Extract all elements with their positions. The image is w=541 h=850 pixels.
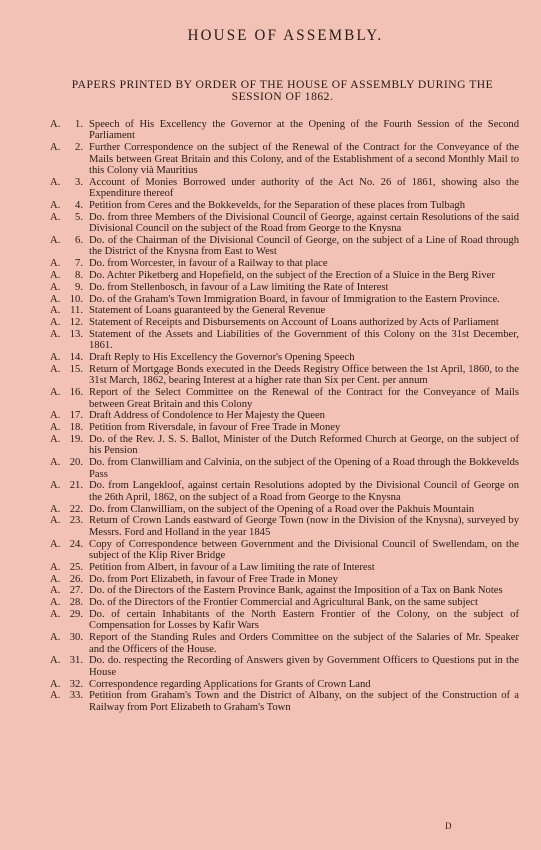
item-text: Return of Crown Lands eastward of George Town (now in the Division of the Knysna), surveyed by Messrs. Ford and Holland in the year 1845 — [89, 515, 519, 538]
list-item — [52, 305, 519, 316]
list-item — [52, 515, 519, 538]
list-item — [52, 270, 519, 281]
item-series-label: A. — [50, 515, 61, 527]
item-number: 21. — [69, 480, 83, 492]
item-series-label: A. — [50, 573, 61, 585]
item-series-label: A. — [50, 690, 61, 702]
item-number: 33. — [69, 690, 83, 702]
list-item — [52, 294, 519, 305]
page-title: HOUSE OF ASSEMBLY. — [187, 27, 384, 45]
item-text: Draft Reply to His Excellency the Governor's Opening Speech — [89, 352, 355, 364]
item-text: Do. from Port Elizabeth, in favour of Free Trade in Money — [89, 573, 338, 585]
item-text: Speech of His Excellency the Governor at the Opening of the Fourth Session of the Second Parliament — [89, 119, 519, 142]
list-item — [52, 329, 519, 352]
item-text: Do. from Clanwilliam, on the subject of the Opening of a Road over the Pakhuis Mountain — [89, 503, 475, 515]
item-number: 9. — [75, 281, 83, 293]
item-series-label: A. — [50, 200, 61, 212]
item-series-label: A. — [50, 317, 61, 329]
item-number: 13. — [69, 329, 83, 340]
item-series-label: A. — [50, 422, 61, 434]
list-item — [52, 632, 519, 655]
item-text: Statement of Loans guaranteed by the General Revenue — [89, 305, 326, 317]
list-item — [52, 480, 519, 503]
item-number: 23. — [69, 515, 83, 527]
item-series-label: A. — [50, 597, 61, 609]
item-text: Do. Achter Piketberg and Hopefield, on the subject of the Erection of a Sluice in the Berg River — [89, 270, 495, 282]
item-text: Do. of the Directors of the Frontier Commercial and Agricultural Bank, on the same subject — [89, 597, 478, 609]
item-series-label: A. — [50, 235, 61, 247]
item-number: 5. — [75, 211, 83, 223]
list-item — [52, 585, 519, 596]
item-number: 4. — [75, 200, 83, 212]
item-text: Do. of the Rev. J. S. S. Ballot, Minister of the Dutch Reformed Church at George, on the subject of his Pension — [89, 434, 519, 457]
item-text: Petition from Albert, in favour of a Law limiting the rate of Interest — [89, 561, 375, 573]
item-number: 7. — [75, 258, 83, 270]
item-text: Do. from Worcester, in favour of a Railway to that place — [89, 258, 328, 270]
item-text: Do. from Stellenbosch, in favour of a Law limiting the Rate of Interest — [89, 281, 389, 293]
list-item — [52, 317, 519, 328]
item-series-label: A. — [50, 119, 61, 130]
item-text: Statement of the Assets and Liabilities of the Government of this Colony on the 31st December, 1861. — [89, 329, 519, 352]
list-item — [52, 119, 519, 142]
item-number: 31. — [69, 655, 83, 667]
item-number: 26. — [69, 573, 83, 585]
list-item — [52, 597, 519, 608]
item-series-label: A. — [50, 270, 61, 282]
item-series-label: A. — [50, 561, 61, 573]
item-series-label: A. — [50, 538, 61, 550]
list-item — [52, 212, 519, 235]
item-series-label: A. — [50, 632, 61, 644]
item-text: Account of Monies Borrowed under authority of the Act No. 26 of 1861, showing also the Expenditure thereof — [89, 176, 519, 200]
item-number: 19. — [69, 434, 83, 445]
list-item — [52, 352, 519, 363]
list-item — [52, 679, 519, 690]
item-series-label: A. — [50, 329, 61, 340]
list-item — [52, 434, 519, 457]
item-text: Copy of Correspondence between Government and the Divisional Council of Swellendam, on the subject of the Klip River Bridge — [89, 538, 519, 562]
item-series-label: A. — [50, 352, 61, 364]
item-text: Petition from Graham's Town and the District of Albany, on the subject of the Construction of a Railway from Port Elizabeth to Graham's Town — [89, 690, 519, 713]
item-text: Report of the Standing Rules and Orders Committee on the subject of the Salaries of Mr. Speaker and the Officers of the House. — [89, 632, 519, 655]
item-series-label: A. — [50, 258, 61, 270]
item-number: 2. — [75, 142, 83, 154]
item-number: 12. — [69, 317, 83, 329]
item-number: 1. — [75, 119, 83, 130]
item-number: 24. — [69, 538, 83, 550]
item-number: 20. — [69, 457, 83, 469]
item-text: Do. of the Chairman of the Divisional Council of George, on the subject of a Line of Road through the District of the Knysna from East to West — [89, 235, 519, 258]
list-item — [52, 258, 519, 269]
item-series-label: A. — [50, 176, 61, 188]
list-item — [52, 457, 519, 480]
item-series-label: A. — [50, 293, 61, 305]
item-number: 6. — [75, 235, 83, 247]
item-text: Return of Mortgage Bonds executed in the Deeds Registry Office between the 1st April, 1860, to the 31st March, 1862, bearing Interest at a higher rate than Six per Cent. per annum — [89, 364, 519, 387]
item-series-label: A. — [50, 457, 61, 469]
item-text: Further Correspondence on the subject of the Renewal of the Contract for the Conveyance of the Mails between Great Britain and this Colony, and of the Establishment of a second Monthly Mail to this Colony vià Mauritius — [89, 142, 519, 177]
signature-mark: D — [445, 821, 452, 831]
item-series-label: A. — [50, 387, 61, 399]
item-number: 27. — [69, 585, 83, 597]
item-number: 15. — [69, 364, 83, 375]
list-item — [52, 539, 519, 562]
list-item — [52, 364, 519, 387]
item-text: Petition from Riversdale, in favour of Free Trade in Money — [89, 422, 341, 434]
item-text: Do. from Langekloof, against certain Resolutions adopted by the Divisional Council of George on the 26th April, 1862, on the subject of a Road from George to the Knysna — [89, 480, 519, 503]
list-item — [52, 609, 519, 632]
list-item — [52, 200, 519, 211]
item-series-label: A. — [50, 609, 61, 620]
item-series-label: A. — [50, 410, 61, 422]
item-series-label: A. — [50, 211, 61, 223]
list-item — [52, 177, 519, 200]
item-number: 25. — [69, 561, 83, 573]
item-text: Do. of certain Inhabitants of the North Eastern Frontier of the Colony, on the subject of Compensation for Losses by Kafir Wars — [89, 609, 519, 632]
item-number: 8. — [75, 270, 83, 282]
item-text: Petition from Ceres and the Bokkevelds, for the Separation of these places from Tulbagh — [89, 200, 466, 212]
item-text: Do. from three Members of the Divisional Council of George, against certain Resolutions of the said Divisional Council on the subject of the Road from George to the Knysna — [89, 211, 519, 235]
item-series-label: A. — [50, 305, 61, 317]
item-text: Statement of Receipts and Disbursements on Account of Loans authorized by Acts of Parliament — [89, 317, 499, 329]
list-item — [52, 282, 519, 293]
item-number: 3. — [75, 176, 83, 188]
item-text: Do. do. respecting the Recording of Answers given by Government Officers to Questions put in the House — [89, 655, 519, 678]
item-number: 29. — [69, 609, 83, 620]
item-series-label: A. — [50, 281, 61, 293]
item-series-label: A. — [50, 655, 61, 667]
item-series-label: A. — [50, 585, 61, 597]
page-subtitle: PAPERS PRINTED BY ORDER OF THE HOUSE OF ASSEMBLY DURING THE SESSION OF 1862. — [71, 78, 494, 103]
item-series-label: A. — [50, 364, 61, 375]
list-item — [52, 387, 519, 410]
item-text: Draft Address of Condolence to Her Majesty the Queen — [89, 410, 325, 422]
item-number: 32. — [69, 678, 83, 690]
item-text: Do. from Clanwilliam and Calvinia, on the subject of the Opening of a Road through the Bokkevelds Pass — [89, 457, 519, 480]
item-text: Report of the Select Committee on the Renewal of the Contract for the Conveyance of Mails between Great Britain and this Colony — [89, 387, 519, 410]
item-number: 28. — [69, 597, 83, 609]
item-number: 22. — [69, 503, 83, 515]
item-series-label: A. — [50, 142, 61, 154]
item-number: 14. — [69, 352, 83, 364]
item-text: Do. of the Graham's Town Immigration Board, in favour of Immigration to the Eastern Province. — [89, 293, 500, 305]
item-number: 30. — [69, 632, 83, 644]
item-text: Correspondence regarding Applications for Grants of Crown Land — [89, 678, 371, 690]
item-series-label: A. — [50, 503, 61, 515]
item-series-label: A. — [50, 480, 61, 492]
list-item — [52, 422, 519, 433]
item-number: 16. — [69, 387, 83, 399]
item-series-label: A. — [50, 434, 61, 445]
list-item — [52, 655, 519, 678]
list-item — [52, 410, 519, 421]
item-series-label: A. — [50, 678, 61, 690]
item-text: Do. of the Directors of the Eastern Province Bank, against the Imposition of a Tax on Bank Notes — [89, 585, 503, 597]
item-number: 11. — [70, 305, 83, 317]
list-item — [52, 142, 519, 176]
list-item — [52, 562, 519, 573]
item-number: 10. — [69, 293, 83, 305]
list-item — [52, 235, 519, 258]
list-item — [52, 690, 519, 713]
item-number: 17. — [69, 410, 83, 422]
list-item — [52, 504, 519, 515]
list-item — [52, 574, 519, 585]
item-number: 18. — [69, 422, 83, 434]
papers-list — [52, 119, 519, 713]
